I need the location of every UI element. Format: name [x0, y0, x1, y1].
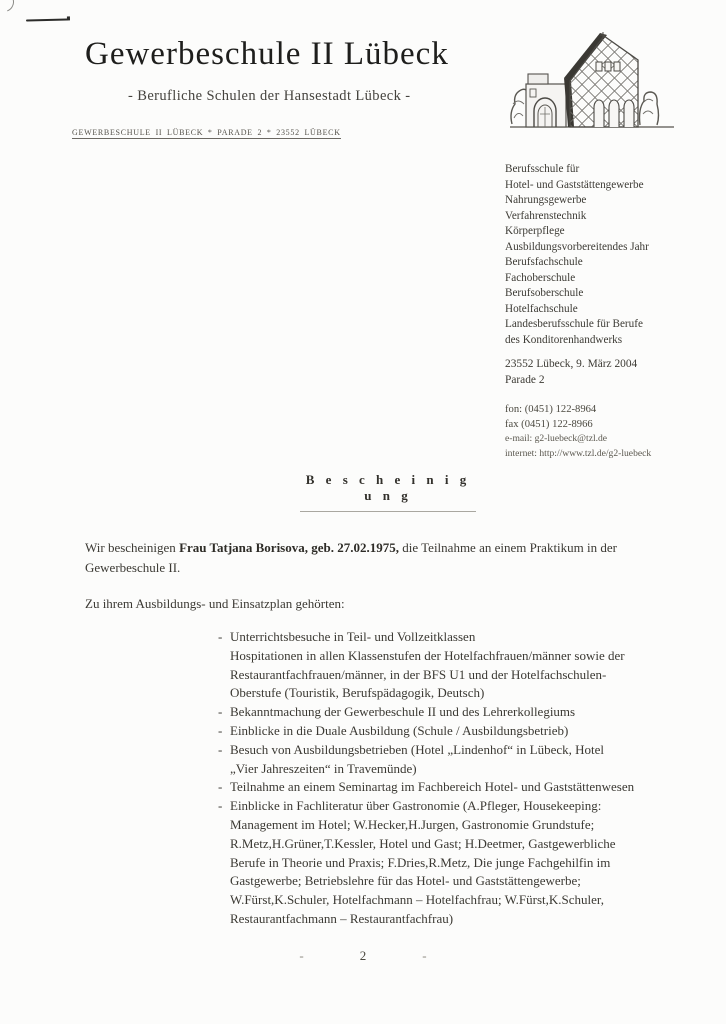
- school-type-line: Körperpflege: [505, 225, 565, 237]
- certificate-heading: B e s c h e i n i g u n g: [300, 472, 476, 512]
- bullet-marker: -: [218, 798, 223, 814]
- bullet-marker: -: [218, 704, 223, 720]
- plan-intro: Zu ihrem Ausbildungs- und Einsatzplan gehörten:: [85, 596, 345, 611]
- school-type-line: Nahrungsgewerbe: [505, 194, 587, 206]
- internet-line: internet: http://www.tzl.de/g2-luebeck: [505, 447, 652, 459]
- city-date-line: 23552 Lübeck, 9. März 2004: [505, 358, 638, 370]
- intro-suffix: die Teilnahme an einem Praktikum in der Gewerbeschule II.: [85, 540, 617, 575]
- bullet-item: [218, 703, 704, 722]
- street-line: Parade 2: [505, 374, 545, 386]
- school-type-line: Hotel- und Gaststättengewerbe: [505, 178, 644, 191]
- school-building-sketch-icon: [504, 26, 680, 132]
- bullet-marker: -: [218, 741, 223, 757]
- school-type-line: Landesberufsschule für Berufe: [505, 318, 643, 330]
- email-line: e-mail: g2-luebeck@tzl.de: [505, 433, 608, 445]
- bullet-item: [218, 722, 704, 741]
- bullet-text: Unterrichtsbesuche in Teil- und Vollzeitklassen Hospitationen in allen Klassenstufen der Hotelfachfrauen/männer sowie der Restaurantfachfrauen/männer, in der BFS U1 und der Hotelfachschulen- Oberstufe (Touristik, Berufspädagogik, Deutsch): [230, 629, 625, 701]
- school-type-line: des Konditorenhandwerks: [505, 333, 623, 346]
- school-type-line: Berufsschule für: [505, 163, 580, 175]
- bullet-text: Besuch von Ausbildungsbetrieben (Hotel „Lindenhof“ in Lübeck, Hotel „Vier Jahreszeiten“ in Travemünde): [230, 741, 605, 776]
- scan-artifact-corner: [0, 0, 17, 15]
- intro-person-bold: Frau Tatjana Borisova, geb. 27.02.1975,: [179, 540, 399, 555]
- bullet-text: Teilnahme an einem Seminartag im Fachbereich Hotel- und Gaststättenwesen: [230, 779, 635, 795]
- page-number-dash-left: -: [299, 948, 304, 963]
- sender-address-line: GEWERBESCHULE II LÜBECK * PARADE 2 * 23552 LÜBECK: [72, 128, 341, 137]
- phone-line: fon: (0451) 122-8964: [505, 404, 597, 415]
- bullet-item: [218, 797, 704, 929]
- bullet-marker: -: [218, 629, 223, 644]
- bullet-marker: -: [218, 779, 223, 795]
- school-type-line: Fachoberschule: [505, 271, 576, 284]
- page-title: Gewerbeschule II Lübeck: [85, 36, 449, 72]
- bullet-item: [218, 628, 704, 703]
- certificate-intro: [85, 538, 697, 577]
- scan-artifact-dash: [26, 18, 68, 21]
- page-number: 2: [359, 948, 367, 963]
- school-type-line: Verfahrenstechnik: [505, 209, 587, 222]
- page-number-row: [0, 948, 726, 964]
- date-block: [505, 356, 637, 388]
- page-number-dash-right: -: [422, 948, 427, 963]
- fax-line: fax (0451) 122-8966: [505, 418, 593, 430]
- school-types-list: [505, 162, 649, 348]
- school-type-line: Berufsfachschule: [505, 256, 583, 268]
- bullet-text: Einblicke in die Duale Ausbildung (Schule / Ausbildungsbetrieb): [230, 722, 569, 738]
- training-plan-list: [218, 628, 704, 929]
- bullet-text: Bekanntmachung der Gewerbeschule II und des Lehrerkollegiums: [230, 704, 576, 720]
- school-type-line: Hotelfachschule: [505, 302, 578, 315]
- bullet-marker: -: [218, 722, 223, 738]
- intro-prefix: Wir bescheinigen: [85, 540, 180, 555]
- bullet-item: [218, 741, 704, 779]
- school-type-line: Ausbildungsvorbereitendes Jahr: [505, 240, 649, 253]
- bullet-text: Einblicke in Fachliteratur über Gastronomie (A.Pfleger, Housekeeping: Management im Hotel; W.Hecker,H.Jurgen, Gastronomie Grundstufe; R.Metz,H.Grüner,T.Kessler, Hotel und Gast; H.Deetmer, Gastgewerbliche Berufe in Theorie und Praxis; F.Dries,R.Metz, Die junge Fachgehilfin im Gastgewerbe; Betriebslehre für das Hotel- und Gaststättengewerbe; W.Fürst,K.Schuler, Hotelfachmann – Hotelfachfrau; W.Fürst,K.Schuler, Restaurantfachmann – Restaurantfachfrau): [230, 798, 616, 926]
- bullet-item: [218, 778, 704, 797]
- page-subtitle: - Berufliche Schulen der Hansestadt Lübeck -: [128, 88, 411, 104]
- contact-block: [505, 403, 651, 461]
- school-type-line: Berufsoberschule: [505, 287, 584, 299]
